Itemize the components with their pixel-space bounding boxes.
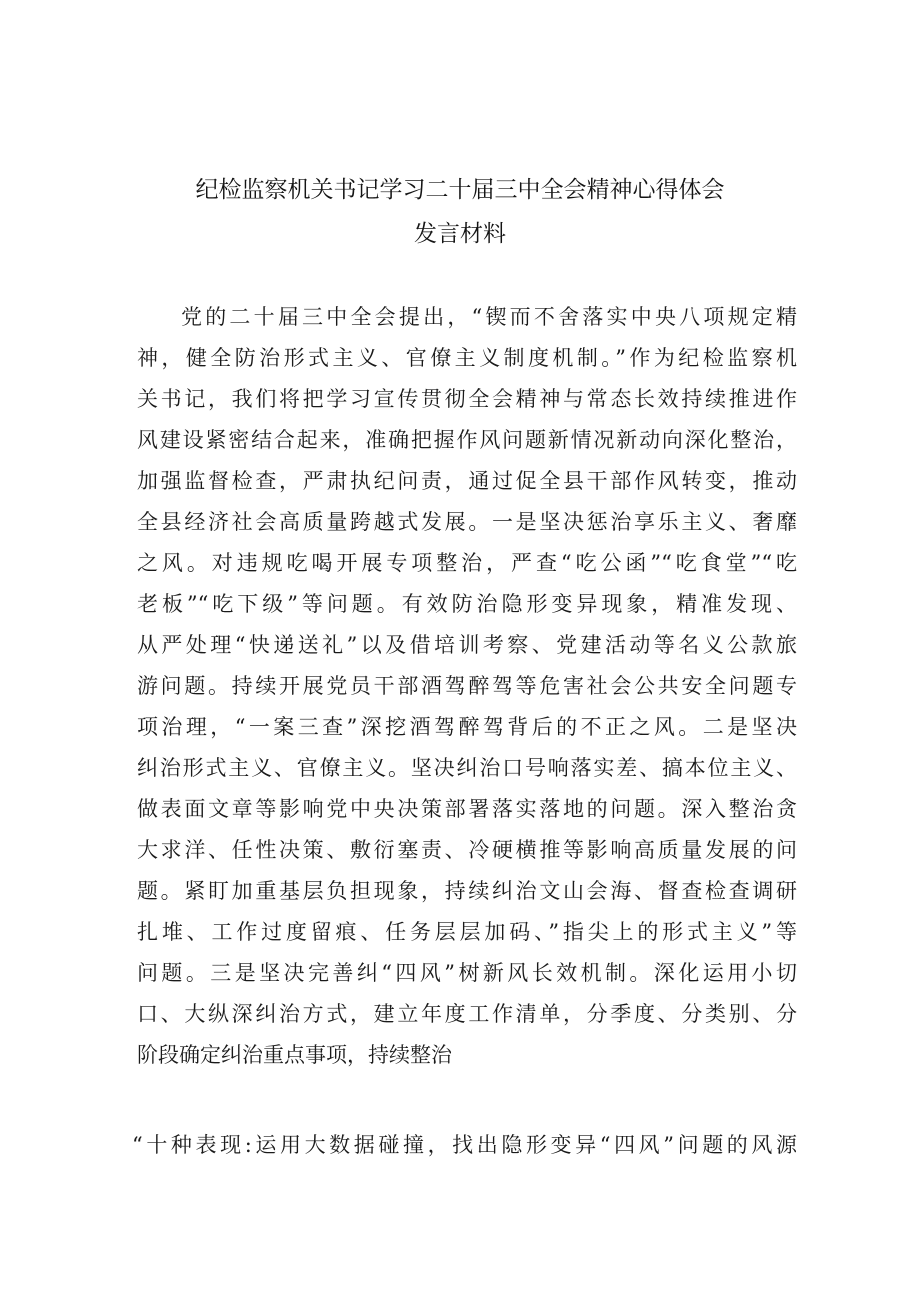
body-line: 口、大纵深纠治方式，建立年度工作清单，分季度、分类别、分 [137, 1002, 797, 1026]
body-line: 之风。对违规吃喝开展专项整治，严查“吃公函”“吃食堂”“吃 [137, 551, 797, 575]
body-line: 扎堆、工作过度留痕、任务层层加码、”指尖上的形式主义”等 [137, 920, 797, 944]
body-line: 纠治形式主义、官僚主义。坚决纠治口号响落实差、搞本位主义、 [137, 756, 797, 780]
body-line: 风建设紧密结合起来，准确把握作风问题新情况新动向深化整治， [137, 428, 797, 452]
body-line: 题。紧盯加重基层负担现象，持续纠治文山会海、督查检查调研 [137, 879, 797, 903]
body-line: 神，健全防治形式主义、官僚主义制度机制。”作为纪检监察机 [137, 346, 797, 370]
body-line: 全县经济社会高质量跨越式发展。一是坚决惩治享乐主义、奢靡 [137, 510, 797, 534]
body-line: 关书记，我们将把学习宣传贯彻全会精神与常态长效持续推进作 [137, 387, 797, 411]
body-line: 党的二十届三中全会提出，“锲而不舍落实中央八项规定精 [181, 305, 797, 329]
body-line: 从严处理“快递送礼”以及借培训考察、党建活动等名义公款旅 [137, 633, 797, 657]
body-line: 项治理，“一案三查”深挖酒驾醉驾背后的不正之风。二是坚决 [137, 715, 797, 739]
body-paragraph [137, 297, 797, 1076]
body-line: 问题。三是坚决完善纠“四风”树新风长效机制。深化运用小切 [137, 961, 797, 985]
document-title [0, 168, 920, 256]
body-line: 老板”“吃下级”等问题。有效防治隐形变异现象，精准发现、 [137, 592, 797, 616]
body-line: 阶段确定纠治重点事项，持续整治 [137, 1043, 452, 1067]
body-line: 做表面文章等影响党中央决策部署落实落地的问题。深入整治贪 [137, 797, 797, 821]
title-line-1: 纪检监察机关书记学习二十届三中全会精神心得体会 [195, 177, 725, 203]
body-line: 大求洋、任性决策、敷衍塞责、冷硬横推等影响高质量发展的问 [137, 838, 797, 862]
title-line-2: 发言材料 [414, 221, 506, 247]
body-tail-line: “十种表现:运用大数据碰撞，找出隐形变异“四风”问题的风源 [132, 1133, 797, 1157]
body-line: 加强监督检查，严肃执纪问责，通过促全县干部作风转变，推动 [137, 469, 797, 493]
body-line: 游问题。持续开展党员干部酒驾醉驾等危害社会公共安全问题专 [137, 674, 797, 698]
